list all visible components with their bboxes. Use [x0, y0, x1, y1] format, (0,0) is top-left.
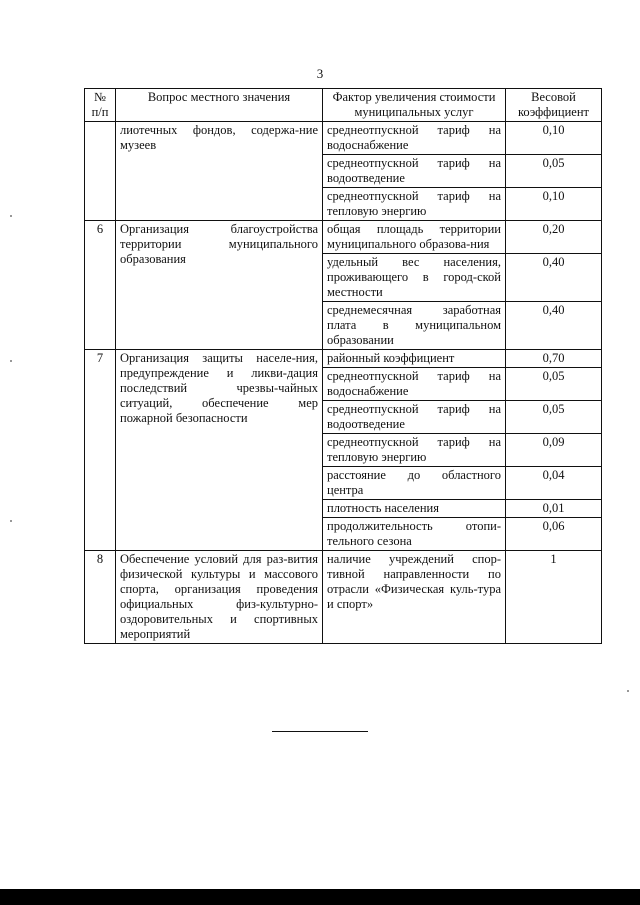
weight-cell: 0,20 [506, 221, 602, 254]
factor-cell: удельный вес населения, проживающего в город-ской местности [323, 254, 506, 302]
factor-cell: среднемесячная заработная плата в муниципальном образовании [323, 302, 506, 350]
weight-cell: 0,01 [506, 500, 602, 518]
coefficient-table [84, 88, 602, 644]
factor-cell: среднеотпускной тариф на тепловую энергию [323, 434, 506, 467]
table-row [85, 350, 602, 368]
weight-cell: 0,10 [506, 188, 602, 221]
weight-cell: 0,05 [506, 401, 602, 434]
row-question: Обеспечение условий для раз-вития физической культуры и массового спорта, организация проведения официальных физ-культурно-оздоровительных и спортивных мероприятий [116, 551, 323, 644]
weight-cell: 1 [506, 551, 602, 644]
weight-cell: 0,40 [506, 302, 602, 350]
factor-cell: среднеотпускной тариф на тепловую энергию [323, 188, 506, 221]
factor-cell: среднеотпускной тариф на водоотведение [323, 401, 506, 434]
header-num: № п/п [85, 89, 116, 122]
weight-cell: 0,09 [506, 434, 602, 467]
header-factor: Фактор увеличения стоимости муниципальных услуг [323, 89, 506, 122]
factor-cell: расстояние до областного центра [323, 467, 506, 500]
factor-cell: среднеотпускной тариф на водоотведение [323, 155, 506, 188]
weight-cell: 0,04 [506, 467, 602, 500]
factor-cell: среднеотпускной тариф на водоснабжение [323, 368, 506, 401]
row-question: лиотечных фондов, содержа-ние музеев [116, 122, 323, 221]
weight-cell: 0,10 [506, 122, 602, 155]
table-row [85, 551, 602, 644]
factor-cell: среднеотпускной тариф на водоснабжение [323, 122, 506, 155]
header-question: Вопрос местного значения [116, 89, 323, 122]
table-header-row [85, 89, 602, 122]
weight-cell: 0,06 [506, 518, 602, 551]
header-weight: Весовой коэффициент [506, 89, 602, 122]
row-num: 6 [85, 221, 116, 350]
weight-cell: 0,05 [506, 368, 602, 401]
table-row [85, 122, 602, 155]
scan-speck [10, 215, 12, 217]
factor-cell: общая площадь территории муниципального образова-ния [323, 221, 506, 254]
scan-speck [10, 520, 12, 522]
scan-speck [10, 360, 12, 362]
factor-cell: наличие учреждений спор-тивной направленности по отрасли «Физическая куль-тура и спорт» [323, 551, 506, 644]
closing-rule [272, 731, 368, 732]
page-number: 3 [316, 66, 324, 81]
scan-speck [627, 690, 629, 692]
scan-edge-bar [0, 889, 640, 905]
factor-cell: продолжительность отопи-тельного сезона [323, 518, 506, 551]
weight-cell: 0,40 [506, 254, 602, 302]
factor-cell: районный коэффициент [323, 350, 506, 368]
row-question: Организация благоустройства территории муниципального образования [116, 221, 323, 350]
row-question: Организация защиты населе-ния, предупреждение и ликви-дация последствий чрезвы-чайных ситуаций, обеспечение мер пожарной безопасности [116, 350, 323, 551]
table-row [85, 221, 602, 254]
weight-cell: 0,70 [506, 350, 602, 368]
factor-cell: плотность населения [323, 500, 506, 518]
row-num: 8 [85, 551, 116, 644]
row-num: 7 [85, 350, 116, 551]
row-num [85, 122, 116, 221]
weight-cell: 0,05 [506, 155, 602, 188]
